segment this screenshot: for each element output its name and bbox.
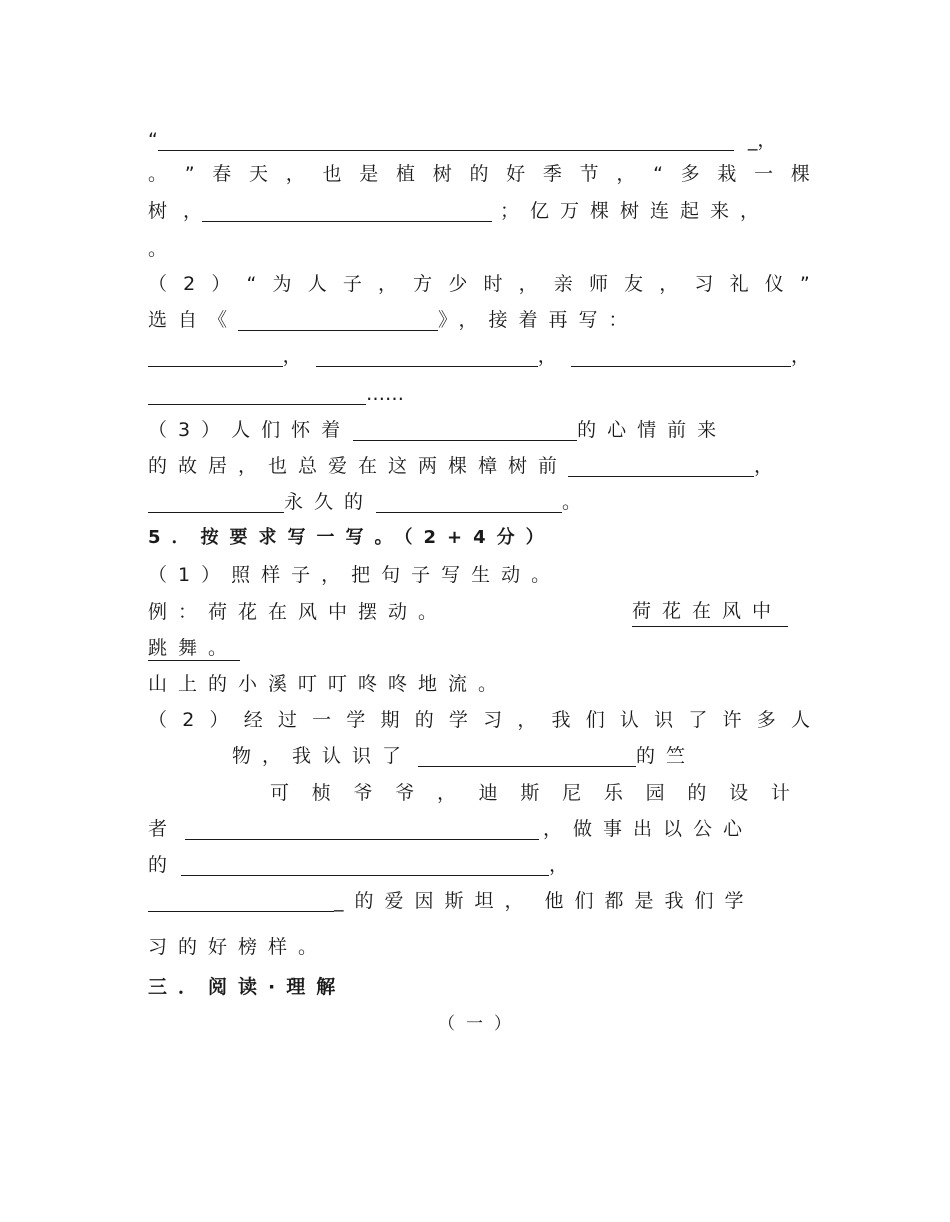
char: ， (436, 782, 456, 804)
char: 的 (414, 709, 434, 731)
blank-11[interactable] (418, 746, 636, 767)
char: 学 (346, 709, 366, 731)
char: 可 (270, 782, 290, 804)
char: ， (517, 709, 537, 731)
people-4-b: ， (549, 854, 569, 876)
char: 。 (148, 163, 168, 185)
char: 子 (342, 273, 362, 295)
comma-2: ， (537, 345, 557, 367)
char: “ (246, 273, 257, 295)
char: 习 (694, 273, 714, 295)
char: 学 (448, 709, 468, 731)
char: 一 (312, 709, 332, 731)
char: 棵 (790, 163, 810, 185)
char: 我 (551, 709, 571, 731)
char: 人 (307, 273, 327, 295)
char: 的 (687, 782, 707, 804)
char: ， (378, 273, 398, 295)
char: ， (659, 273, 679, 295)
line-3-a: 树 (148, 200, 168, 222)
blank-9[interactable] (148, 492, 284, 513)
blank-10[interactable] (376, 492, 562, 513)
people-line-3 (148, 815, 810, 843)
char: 也 (322, 163, 342, 185)
people-line-5 (148, 887, 810, 915)
char: 桢 (311, 782, 331, 804)
line-9 (148, 416, 810, 444)
open-quote: “ (148, 129, 158, 151)
people-1-b: 的竺 (636, 745, 697, 767)
line-8-end: …… (366, 383, 404, 405)
blank-14[interactable] (148, 891, 334, 912)
char: 亲 (553, 273, 573, 295)
example-line (148, 598, 810, 626)
char: 季 (542, 163, 562, 185)
people-line-1 (148, 742, 810, 770)
q5-title: 5．按要求写一写。（2+4分） (148, 527, 555, 548)
line-3-c: ；亿万棵树连起来， (500, 200, 771, 222)
example-answer-2: 跳舞。 (148, 637, 239, 659)
char: ） (211, 273, 231, 295)
char: 乐 (603, 782, 623, 804)
line-6 (148, 306, 810, 334)
char: 天 (249, 163, 269, 185)
q5-2-text (148, 706, 810, 734)
people-5-b: 他们都是我们学 (544, 890, 755, 912)
example-answer: 荷花在风中 (632, 597, 788, 627)
line-10-b: ， (754, 455, 774, 477)
char: 师 (588, 273, 608, 295)
char: 设 (729, 782, 749, 804)
char: 经 (243, 709, 263, 731)
line-11 (148, 488, 810, 516)
char: 期 (380, 709, 400, 731)
blank-13[interactable] (181, 855, 549, 876)
blank-7[interactable] (353, 420, 577, 441)
char: 们 (585, 709, 605, 731)
char: 识 (654, 709, 674, 731)
people-5-a: _的爱因斯坦， (334, 890, 535, 912)
people-3-a: 者 (148, 818, 168, 840)
blank-3[interactable] (148, 346, 283, 367)
line-4: 。 (148, 238, 168, 260)
char: 园 (645, 782, 665, 804)
char: 爷 (353, 782, 373, 804)
q5-1: （1）照样子，把句子写生动。 (148, 564, 562, 586)
line-10-a: 的故居，也总爱在这两棵樟树前 (148, 455, 569, 477)
q5-2 (148, 706, 810, 734)
char: 习 (483, 709, 503, 731)
char: 为 (272, 273, 292, 295)
char: “ (653, 163, 663, 185)
line-5-text (148, 270, 810, 298)
blank-8[interactable] (568, 456, 754, 477)
char: ， (518, 273, 538, 295)
blank-12[interactable] (185, 819, 539, 840)
line-2 (148, 160, 810, 188)
char: 计 (770, 782, 790, 804)
char: 友 (624, 273, 644, 295)
blank-5[interactable] (571, 346, 791, 367)
char: ， (285, 163, 305, 185)
example-original: 例：荷花在风中摆动。 (148, 601, 449, 623)
char: 好 (506, 163, 526, 185)
char: （ (148, 273, 168, 295)
line-1-end: _， (747, 129, 777, 151)
char: 认 (619, 709, 639, 731)
char: ” (799, 273, 810, 295)
people-line-4 (148, 851, 810, 879)
line-10 (148, 452, 810, 480)
char: ” (184, 163, 195, 185)
char: 斯 (520, 782, 540, 804)
char: 过 (277, 709, 297, 731)
comma-1: ， (282, 345, 302, 367)
line-8 (148, 380, 810, 408)
people-3-b: ，做事出以公心 (543, 818, 754, 840)
line-3-b: ， (183, 200, 203, 222)
char: ） (209, 709, 229, 731)
line-6-a: 选自《 (148, 309, 239, 331)
line-11-b: 。 (562, 491, 582, 513)
char: 植 (395, 163, 415, 185)
char: 是 (359, 163, 379, 185)
char: 仪 (764, 273, 784, 295)
line-7 (148, 342, 810, 370)
char: 人 (790, 709, 810, 731)
char: ， (616, 163, 636, 185)
line-9-b: 的心情前来 (577, 419, 728, 441)
char: 栽 (717, 163, 737, 185)
people-1-a: 物，我认识了 (232, 745, 413, 767)
line-2-text (148, 160, 810, 188)
char: 了 (688, 709, 708, 731)
line-11-a: 永久的 (284, 491, 375, 513)
char: 多 (680, 163, 700, 185)
line-5 (148, 270, 810, 298)
line-3 (148, 197, 810, 225)
char: 许 (722, 709, 742, 731)
people-line-2 (270, 779, 790, 807)
stream-sentence: 山上的小溪叮叮咚咚地流。 (148, 673, 509, 695)
people-line-6: 习的好榜样。 (148, 936, 329, 958)
char: 2 (182, 709, 195, 731)
char: 一 (754, 163, 774, 185)
char: 的 (469, 163, 489, 185)
fill-line-1 (148, 126, 810, 154)
reading-subheading: （一） (438, 1014, 522, 1034)
blank-book-title[interactable] (238, 310, 438, 331)
blank-2[interactable] (202, 201, 492, 222)
char: 节 (579, 163, 599, 185)
comma-3: ， (790, 345, 810, 367)
blank-1[interactable] (158, 130, 734, 151)
line-6-b: 》，接着再写： (438, 309, 639, 331)
people-4-a: 的 (148, 854, 168, 876)
example-continue (148, 634, 810, 662)
char: 礼 (729, 273, 749, 295)
char: （ (148, 709, 168, 731)
char: 时 (483, 273, 503, 295)
section-3-title: 三．阅读·理解 (148, 976, 347, 998)
char: 多 (756, 709, 776, 731)
people-2-text (270, 779, 790, 807)
char: 2 (183, 273, 196, 295)
line-9-a: （3）人们怀着 (148, 419, 352, 441)
char: 春 (212, 163, 232, 185)
char: 树 (432, 163, 452, 185)
blank-4[interactable] (316, 346, 538, 367)
char: 少 (448, 273, 468, 295)
char: 爷 (395, 782, 415, 804)
char: 迪 (478, 782, 498, 804)
char: 方 (413, 273, 433, 295)
char: 尼 (562, 782, 582, 804)
blank-6[interactable] (148, 384, 366, 405)
